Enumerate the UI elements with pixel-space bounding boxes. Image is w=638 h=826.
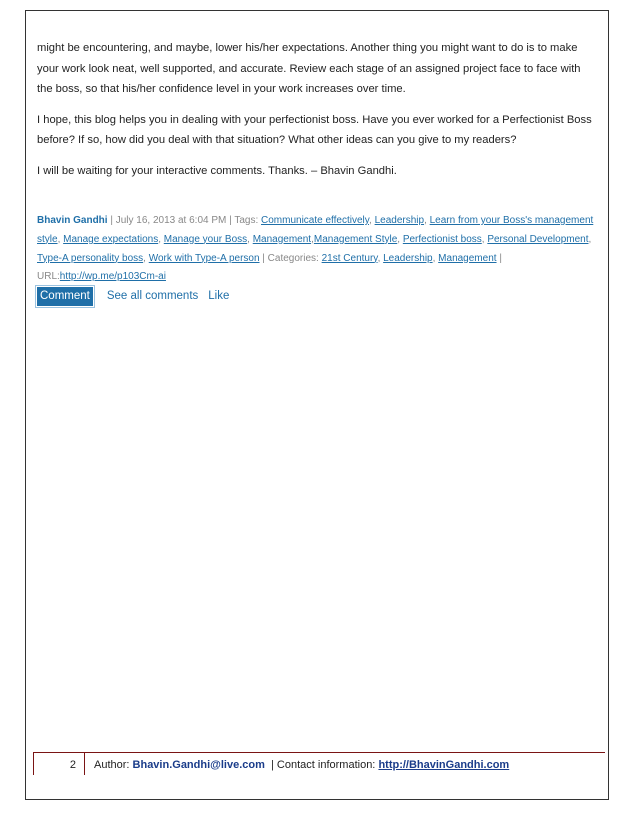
paragraph-expectations: might be encountering, and maybe, lower his/her expectations. Another thing you might want to do is to make your work look neat, well supported, and accurate. Review each stage of an assigned project face to face with the boss, so that his/her confidence level in your work increases over time. (37, 42, 581, 95)
tag-link[interactable]: Perfectionist boss (402, 233, 482, 245)
post-date: | July 16, 2013 at 6:04 PM | Tags: (107, 215, 261, 226)
tag-link[interactable]: Communicate effectively (261, 215, 370, 226)
category-link[interactable]: Management (438, 252, 497, 264)
footer-contact-label: | Contact information: (264, 759, 379, 771)
paragraph-closing: I will be waiting for your interactive comments. Thanks. – Bhavin Gandhi. (37, 164, 397, 177)
paragraph-hope: I hope, this blog helps you in dealing with your perfectionist boss. Have you ever worked for a Perfectionist Boss before? If so, how did you deal with that situation? What other ideas can you give to my readers? (37, 113, 592, 146)
see-all-comments-link[interactable]: See all comments (106, 290, 199, 302)
footer-site-link[interactable]: http://BhavinGandhi.com (378, 759, 510, 771)
tag-link[interactable]: Learn from your Boss's management style (37, 215, 594, 245)
tag-link[interactable]: Work with Type-A person (148, 252, 260, 264)
tag-link[interactable]: Manage expectations (63, 233, 159, 245)
footer-email[interactable]: Bhavin.Gandhi@live.com (132, 759, 265, 771)
article-body (37, 38, 597, 181)
author-link[interactable]: Bhavin Gandhi (37, 215, 108, 226)
category-link[interactable]: Leadership (383, 252, 433, 264)
tag-link[interactable]: Personal Development (487, 233, 589, 245)
tag-link[interactable]: Type-A personality boss (37, 252, 144, 264)
page-number: 2 (33, 753, 85, 775)
footer-text (94, 753, 509, 777)
post-meta: Bhavin Gandhi | July 16, 2013 at 6:04 PM | Tags: Communicate effectively, Leadership, Learn from your Boss's management style, Manage expectations, Manage your Boss, Management,Management Style, Perfectionist boss, Personal Development, Type-A personality boss, Work with Type-A person | Categories: 21st Century, Leadership, Management | URL:http://wp.me/p103Cm-ai (37, 215, 594, 283)
footer-author-label: Author: (94, 759, 133, 771)
tag-link[interactable]: Manage your Boss (163, 233, 248, 245)
categories-label: | Categories: (259, 252, 322, 264)
url-label: URL: (37, 271, 60, 283)
like-link[interactable]: Like (208, 290, 230, 302)
post-actions (37, 285, 239, 307)
tag-link[interactable]: Management Style (313, 233, 398, 245)
tag-link[interactable]: Management (252, 233, 312, 245)
tag-link[interactable]: Leadership (374, 215, 425, 226)
page-footer (33, 752, 605, 776)
short-url-link[interactable]: http://wp.me/p103Cm-ai (59, 271, 166, 283)
category-link[interactable]: 21st Century (321, 252, 378, 264)
comment-button[interactable]: Comment (37, 287, 93, 306)
